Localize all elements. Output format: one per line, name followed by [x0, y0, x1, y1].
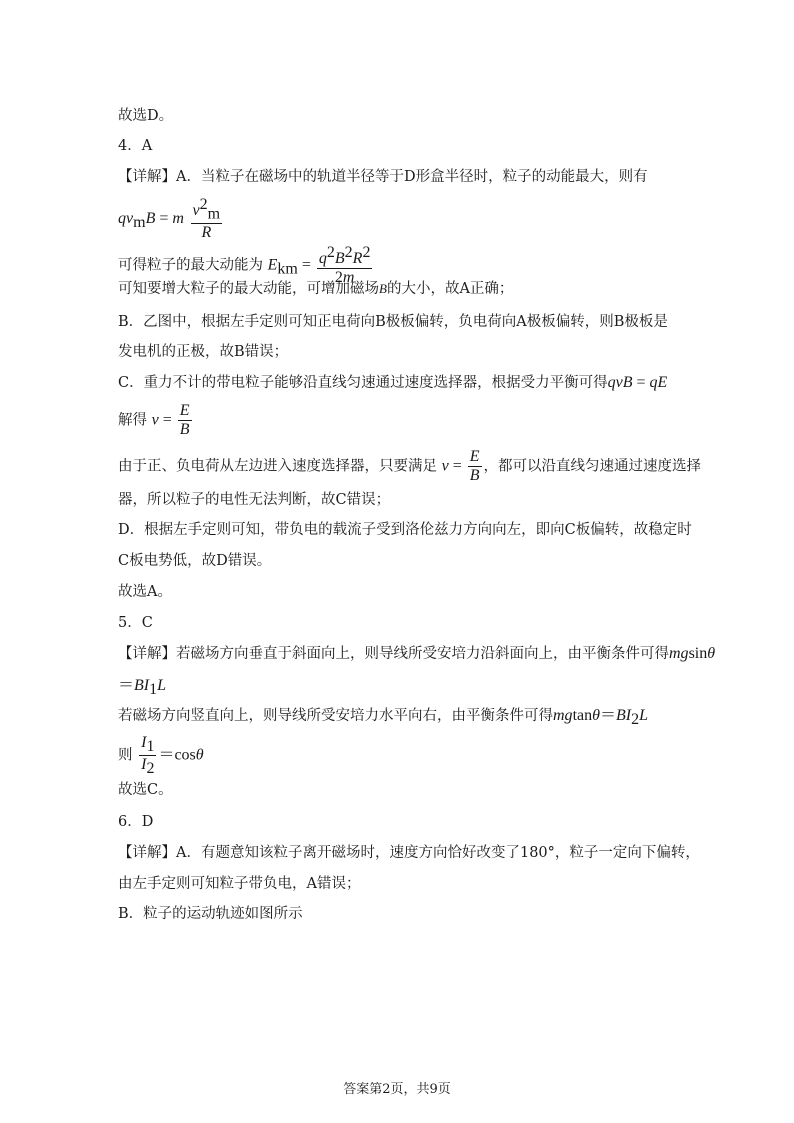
- explanation-4c-2a: 由于正、负电荷从左边进入速度选择器，只要满足: [118, 458, 437, 475]
- velocity-solution-text: 解得: [118, 412, 147, 429]
- explanation-5-2: $=BI_1L$: [118, 677, 167, 698]
- formula-cyclotron: $qv_mB = m$ $\frac{v^2_m}{R}$: [118, 196, 221, 241]
- increase-b-text-a: 可知要增大粒子的最大动能，可增加磁场: [118, 281, 379, 297]
- explanation-4b-1: B．乙图中，根据左手定则可知正电荷向B极板偏转，负电荷向A极板偏转，则B极板是: [118, 314, 668, 330]
- current-ratio: 则 $\frac{I_1}{I_2}$ ＝cosθ: [118, 734, 204, 777]
- explanation-6a-2: 由左手定则可知粒子带负电，A错误；: [118, 876, 361, 892]
- explanation-4c-2: 由于正、负电荷从左边进入速度选择器，只要满足 v = $\frac{E}{B}$ ，都可以沿直线匀速通过速度选择: [118, 448, 702, 484]
- page-footer: 答案第2页，共9页: [343, 1082, 451, 1097]
- explanation-4c-2b: ，都可以沿直线匀速通过速度选择: [483, 458, 702, 475]
- velocity-solution: 解得 v = $\frac{E}{B}$: [118, 402, 190, 438]
- explanation-6a-1: 【详解】A．有题意知该粒子离开磁场时，速度方向恰好改变了180°，粒子一定向下偏转，: [118, 845, 700, 861]
- max-kinetic-energy-line: 可得粒子的最大动能为 $E_{km}$ = $\frac{q^2B^2R^2}{2m}$: [118, 244, 371, 286]
- increase-b-text-b: 的大小，故A正确；: [386, 281, 514, 297]
- line-conclusion-c: 故选C。: [118, 782, 173, 798]
- explanation-5-1-text: 【详解】若磁场方向垂直于斜面向上，则导线所受安培力沿斜面向上，由平衡条件可得: [118, 646, 669, 662]
- explanation-4d-1: D．根据左手定则可知，带负电的载流子受到洛伦兹力方向向左，即向C板偏转，故稳定时: [118, 522, 692, 538]
- line-conclusion-d: 故选D。: [118, 108, 174, 124]
- explanation-4c-3: 器，所以粒子的电性无法判断，故C错误；: [118, 492, 391, 508]
- explanation-4a: 【详解】A．当粒子在磁场中的轨道半径等于D形盒半径时，粒子的动能最大，则有: [118, 169, 648, 185]
- increase-b-line: 可知要增大粒子的最大动能，可增加磁场B的大小，故A正确；: [118, 281, 514, 297]
- explanation-5-1: 【详解】若磁场方向垂直于斜面向上，则导线所受安培力沿斜面向上，由平衡条件可得mgsinθ: [118, 645, 716, 662]
- answer-4: 4．A: [118, 138, 153, 154]
- max-ke-text: 可得粒子的最大动能为: [118, 257, 263, 274]
- answer-5: 5．C: [118, 615, 153, 631]
- explanation-4c-1: C．重力不计的带电粒子能够沿直线匀速通过速度选择器，根据受力平衡可得qvB = qE: [118, 374, 668, 391]
- answer-6: 6．D: [118, 814, 154, 830]
- line-conclusion-a: 故选A。: [118, 584, 172, 600]
- explanation-6b: B．粒子的运动轨迹如图所示: [118, 906, 303, 922]
- explanation-4b-2: 发电机的正极，故B错误；: [118, 344, 289, 360]
- explanation-4c-text: C．重力不计的带电粒子能够沿直线匀速通过速度选择器，根据受力平衡可得: [118, 375, 608, 391]
- explanation-5-3: 若磁场方向竖直向上，则导线所受安培力水平向右，由平衡条件可得$mgtan\theta=BI_2L$: [118, 707, 648, 728]
- explanation-4d-2: C板电势低，故D错误。: [118, 553, 272, 569]
- explanation-5-3-text: 若磁场方向竖直向上，则导线所受安培力水平向右，由平衡条件可得: [118, 708, 553, 724]
- current-ratio-text: 则: [118, 747, 133, 764]
